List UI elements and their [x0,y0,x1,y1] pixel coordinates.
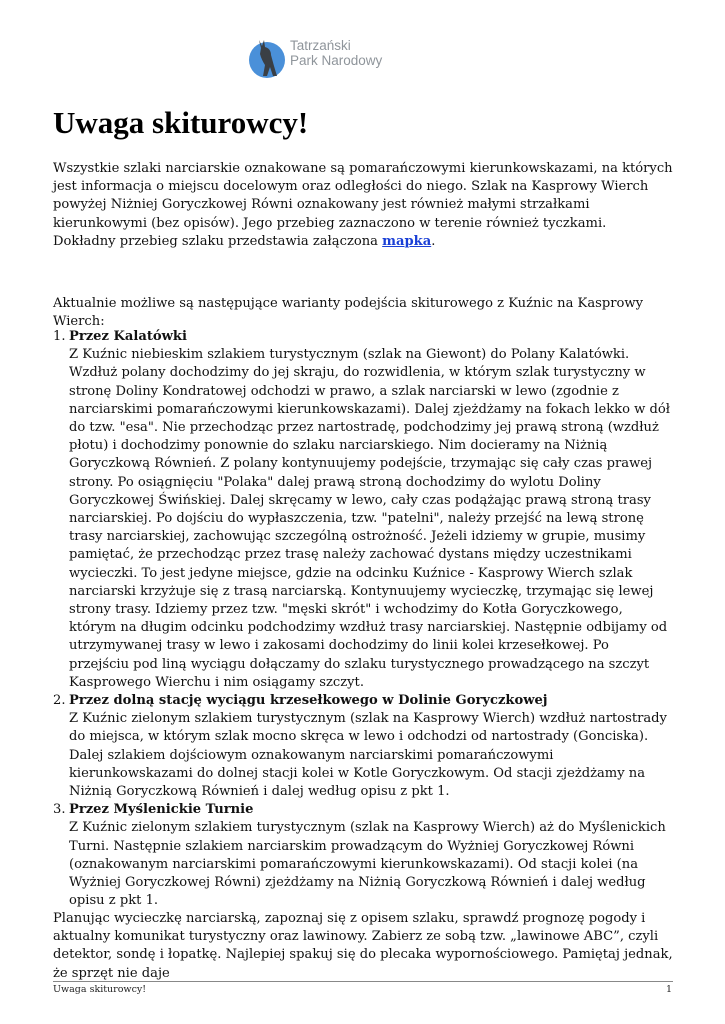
list-item-title: Przez Kalatówki [69,329,187,344]
intro-text-end: . [431,233,436,249]
list-item-body: Z Kuźnic zielonym szlakiem turystycznym (szlak na Kasprowy Wierch) aż do Myślenickich Turni. Następnie szlakiem narciarskim prowadzącym do Wyżniej Goryczkowej Równi (oznakowanym narciarskimi pomarańczowymi kierunkowskazami). Od stacji kolei (na Wyżniej Goryczkowej Równi) zjeżdżamy na Niżnią Goryczkową Równień i dalej według opisu z pkt 1. [69,820,666,909]
list-item-body: Z Kuźnic zielonym szlakiem turystycznym (szlak na Kasprowy Wierch) wzdłuż nartostrady do miejsca, w którym szlak mocno skręca w lewo i odchodzi od nartostrady (Gonciska). Dalej szlakiem dojściowym oznakowanym narciarskimi pomarańczowymi kierunkowskazami do dolnej stacji kolei w Kotle Goryczkowym. Od stacji zjeżdżamy na Niżnią Goryczkową Równień i dalej według opisu z pkt 1. [69,711,667,800]
chamois-on-blue-circle-icon [247,38,287,78]
footer-title: Uwaga skiturowcy! [53,984,147,995]
footer-divider [53,981,673,982]
closing-paragraph: Planując wycieczkę narciarską, zapoznaj się z opisem szlaku, sprawdź prognozę pogody i aktualny komunikat turystyczny oraz lawinowy. Zabierz ze sobą tzw. „lawinowe ABC”, czyli detektor, sondę i łopatkę. Najlepiej spakuj się do plecaka wypornościowego. Pamiętaj jednak, że sprzęt nie daje [53,911,673,981]
intro-text: Wszystkie szlaki narciarskie oznakowane są pomarańczowymi kierunkowskazami, na których jest informacja o miejscu docelowym oraz odległości do niego. Szlak na Kasprowy Wierch powyżej Niżniej Goryczkowej Równi oznakowany jest również małymi strzałkami kierunkowymi (bez opisów). Jego przebieg zaznaczono w terenie również tyczkami. Dokładny przebieg szlaku przedstawia załączona [53,161,673,249]
list-item [53,692,673,801]
variants-list [53,328,673,911]
list-item-number: 3. [53,802,66,818]
list-item-number: 2. [53,693,66,709]
logo-line-1: Tatrzański [290,38,351,53]
map-link[interactable]: mapka [382,233,432,249]
list-item-body: Z Kuźnic niebieskim szlakiem turystycznym (szlak na Giewont) do Polany Kalatówki. Wzdłuż polany dochodzimy do jej skraju, do rozwidlenia, w którym szlak turystyczny w stronę Doliny Kondratowej odchodzi w prawo, a szlak narciarski w lewo (zgodnie z narciarskimi pomarańczowymi kierunkowskazami). Dalej zjeżdżamy na fokach lekko w dół do tzw. "esa". Nie przechodząc przez nartostradę, podchodzimy jej prawą stroną (wzdłuż płotu) i dochodzimy ponownie do szlaku narciarskiego. Nim docieramy na Niżnią Goryczkową Równień. Z polany kontynuujemy podejście, trzymając się cały czas prawej strony. Po osiągnięciu "Polaka" dalej prawą stroną dochodzimy do wylotu Doliny Goryczkowej Świńskiej. Dalej skręcamy w lewo, cały czas podążając prawą stroną trasy narciarskiej. Po dojściu do wypłaszczenia, tzw. "patelni", należy przejść na lewą stronę trasy narciarskiej, zachowując szczególną ostrożność. Jeżeli idziemy w grupie, musimy pamiętać, że przechodząc przez trasę należy zachować dystans między uczestnikami wycieczki. To jest jedyne miejsce, gdzie na odcinku Kuźnice - Kasprowy Wierch szlak narciarski krzyżuje się z trasą narciarską. Kontynuujemy wycieczkę, trzymając się lewej strony trasy. Idziemy przez tzw. "męski skrót" i wchodzimy do Kotła Goryczkowego, którym na długim odcinku podchodzimy wzdłuż trasy narciarskiej. Następnie odbijamy od utrzymywanej trasy w lewo i zakosami dochodzimy do linii kolei krzesełkowej. Po przejściu pod liną wyciągu dołączamy do szlaku turystycznego prowadzącego na szczyt Kasprowego Wierchu i nim osiągamy szczyt. [69,347,671,690]
park-logo [247,38,397,82]
page-number: 1 [666,984,673,995]
logo-line-2: Park Narodowy [290,53,383,68]
list-item-number: 1. [53,329,66,344]
variants-intro: Aktualnie możliwe są następujące warianty podejścia skiturowego z Kuźnic na Kasprowy Wierch: [53,296,643,330]
list-item [53,801,673,910]
list-item-title: Przez Myślenickie Turnie [69,802,254,818]
page-title: Uwaga skiturowcy! [53,105,309,140]
list-item-title: Przez dolną stację wyciągu krzesełkowego w Dolinie Goryczkowej [69,693,548,709]
list-item [53,328,673,692]
logo-text [290,38,382,68]
intro-paragraph [53,160,673,251]
